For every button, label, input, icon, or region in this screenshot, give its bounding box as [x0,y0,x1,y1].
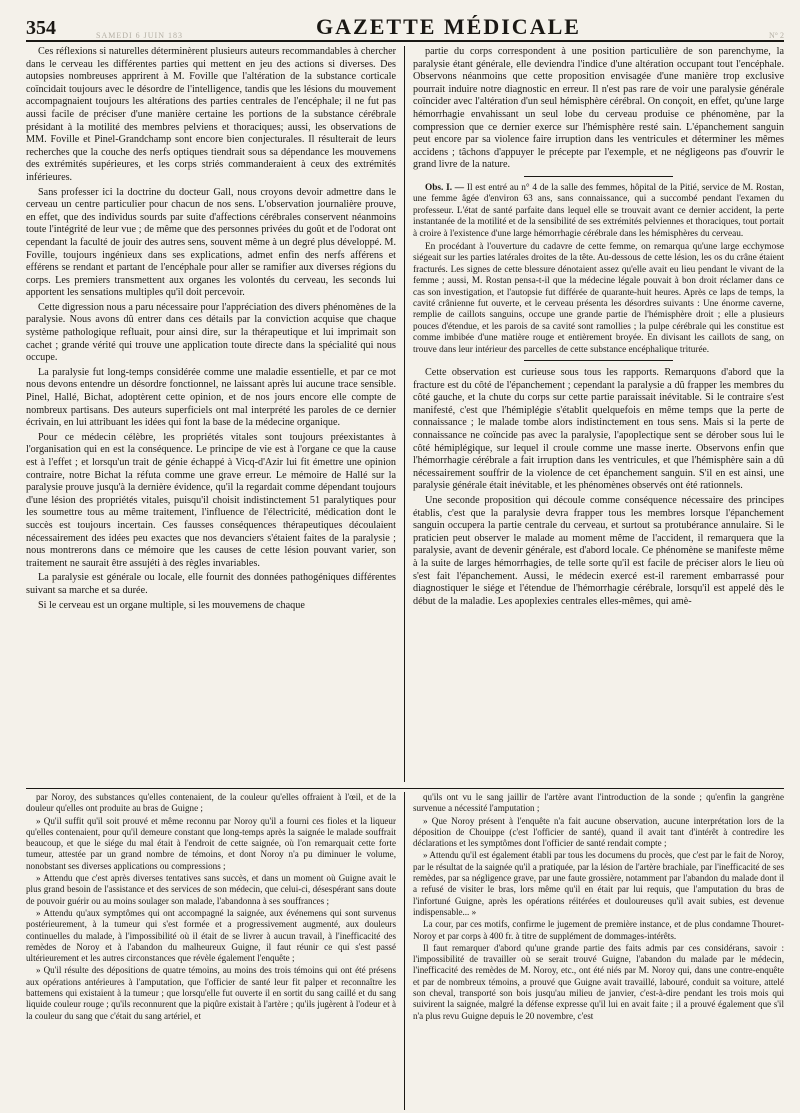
lower-right-column [405,792,784,1110]
paragraph: partie du corps correspondent à une position particulière de son parenchyme, la paralysie étant générale, elle deviendra l'indice d'une altération occupant tout l'encéphale. Observons néanmoins que cette proposition envisagée d'une manière trop exclusive pourrait induire notre diagnostic en erreur. Il n'est pas rare de voir une paralysie générale coïncider avec l'altération d'un seul hémisphère cérébral. On conçoit, en effet, qu'une large hémorrhagie envahissant un seul lobe du cerveau produise ce phénomène, par la compression que ce dernier exerce sur l'hémisphère resté sain. L'épanchement sanguin peut encore par sa violence faire irruption dans les ventricules et déterminer les mêmes accidens ; tâchons d'appuyer le précepte par l'exemple, et ne négligeons pas d'ouvrir le grand livre de la nature. [413,46,784,171]
paragraph: Cette observation est curieuse sous tous les rapports. Remarquons d'abord que la fracture est du côté de l'épanchement ; cependant la paralysie a dû frapper les membres du côté gauche, et la chute du corps sur cette partie paraissait inévitable. Si le contraire s'est manifesté, c'est que l'hémiplégie s'établit quelquefois en même temps que la perte de connaissance ; le malade tombe alors indistinctement en tous sens. Mais si la perte de connaissance ne coïncide pas avec la paralysie, l'apoplectique sent se dérober sous lui le côté hémiplégique, sur lequel il croule comme une masse inerte. Observons enfin que l'hémorrhagie cérébrale a fait irruption dans les ventricules, et que l'hémisphère sain a dû nécessairement souffrir de la violence de cet épanchement sanguin. S'il en est ainsi, une paralysie générale était inévitable, et les phénomènes observés ont été rationnels. [413,367,784,492]
observation-heading: Obs. I. — [425,182,465,193]
newspaper-title: GAZETTE MÉDICALE [316,14,581,39]
paragraph: Si le cerveau est un organe multiple, si les mouvemens de chaque [38,599,305,611]
paragraph: La cour, par ces motifs, confirme le jugement de première instance, et de plus condamne Thouret-Noroy et par corps à 400 fr. à titre de supplément de dommages-intérêts. [413,919,784,941]
paragraph: Une seconde proposition qui découle comme conséquence nécessaire des principes établis, c'est que la paralysie devra frapper tous les membres lorsque l'épanchement sanguin occupera la partie centrale du cerveau, et surtout sa protubérance annulaire. Si le praticien peut observer le malade au moment même de l'accident, il remarquera que la paralysie, avant de devenir générale, est d'abord locale. Ce phénomène se manifeste même à la suite de larges hémorrhagies, de telle sorte qu'il est facile de préciser alors le lieu où s'est fait l'épanchement. Aussi, le médecin exercé est-il rarement embarrassé pour diagnostiquer le siége et l'étendue de l'hémorrhagie cérébrale, lorsqu'il est appelé dès le début de la maladie. Les apoplexies centrales elles-mêmes, qui amè- [413,494,784,607]
section-divider [524,360,672,361]
paragraph: » Qu'il résulte des dépositions de quatre témoins, au moins des trois témoins qui ont été présens aux opérations antérieures à l'amputation, que l'officier de santé leur fit palper et reconnaître les battemens qui existaient à la tumeur ; que lorsqu'elle fut ouverte il en sortit du sang caillé et du sang liquide couleur rouge ; qu'ils reconnurent que la piqûre existait à l'artère ; qu'ils jugèrent à l'odeur et à la couleur du sang que c'était du sang artériel, et [26,965,396,1021]
paragraph: » Attendu qu'aux symptômes qui ont accompagné la saignée, aux événemens qui sont survenus postérieurement, à la tumeur qui s'est formée et a progressivement augmenté, aux douleurs continuelles du malade, à l'impossibilité où il était de se livrer à aucun travail, à l'inefficacité des remèdes de Noroy et à l'abandon du malheureux Guigne, il faut réunir ce qui s'est passé ultérieurement et les autres circonstances que révèle également l'enquête ; [26,907,396,964]
lower-columns [26,788,784,1110]
paragraph: » Attendu que c'est après diverses tentatives sans succès, et dans un moment où Guigne avait le plus grand besoin de l'assistance et des services de son médecin, que celui-ci, désespérant sans doute de pouvoir guérir ou au moins soulager son malade, l'abandonna à ses souffrances ; [26,873,396,906]
paragraph: » Attendu qu'il est également établi par tous les documens du procès, que c'est par le fait de Noroy, par le résultat de la saignée qu'il a pratiquée, par la lésion de l'artère brachiale, par l'inefficacité de ses remèdes, par sa négligence grave, par une faute grossière, notamment par l'abandon du malade dont il a refusé de visiter le bras, lors même qu'il en était par lui requis, que l'amputation du bras de l'infortuné Guigne, après les opérations réitérées et douloureuses qu'il avait subies, est devenue indispensable... » [413,850,784,917]
paragraph: Cette digression nous a paru nécessaire pour l'appréciation des divers phénomènes de la paralysie. Nous avons dû entrer dans ces détails par la conviction acquise que chaque système pathologique refluait, pour ainsi dire, sur la thérapeutique et lui imprimait son cachet ; grande vérité qui trouve une application toute directe dans la spécialité qui nous occupe. [26,301,396,364]
paragraph: Ces réflexions si naturelles déterminèrent plusieurs auteurs recommandables à chercher dans le cerveau les différentes parties qui mettent en jeu des actions si diverses. Des autopsies nombreuses apprirent à M. Foville que l'altération de la substance corticale coïncidait toujours avec le désordre de l'intelligence, tandis que les lésions du mouvement accompagnaient toujours les altérations des parties centrales de l'encéphale; il ne fut pas aussi facile de préciser d'une manière certaine les portions de la substance cérébrale présidant à la motilité des membres pelviens et thoraciques; aussi, les observations de MM. Foville et Pinel-Grandchamp sont encore bien conjecturales. Il résulterait de leurs recherches que la couche des nerfs optiques tiendrait sous sa dépendance les mouvemens des extrémités supérieures, et les corps striés commanderaient à ceux des extrémités inférieures. [26,46,396,183]
paragraph: Pour ce médecin célèbre, les propriétés vitales sont toujours préexistantes à l'organisation qui en est la conséquence. Le principe de vie est à l'organe ce que la cause est à l'effet ; et lorsqu'un trait de génie échappé à Vicq-d'Azir lui fit émettre une opinion contraire, notre Bichat la réfuta comme une grave erreur. Le mémoire de Hallé sur la paralysie prouve jusqu'à la dernière évidence, qu'il la regardait comme dépendant toujours d'une lésion des propriétés vitales, puisqu'il choisit indistinctement 51 paralytiques pour les soumettre tous au même traitement, l'influence de l'électricité, médication dont le succès est toujours incertain. Ces fausses conséquences thérapeutiques découlaient nécessairement des idées peu exactes que nos devanciers s'étaient faites de la paralysie ; nous montrerons dans ce mémoire que les causes de cette lésion pouvant varier, son traitement ne saurait être assujéti à des règles invariables. [26,431,396,569]
section-divider [524,176,672,177]
observation-text: Il est entré au n° 4 de la salle des femmes, hôpital de la Pitié, service de M. Rostan, une femme âgée d'environ 63 ans, sans connaissance, qui a succombé pendant l'examen du professeur. L'état de santé parfaite dans lequel elle se trouvait avant ce dernier accident, la perte instantanée de la motilité et de la sensibilité de ses extrémités pelviennes et thoraciques, tout portait à croire à l'existence d'une large hémorrhagie cérébrale dans les hémisphères du cerveau. [413,182,784,239]
observation-paragraph [413,183,784,240]
right-column [405,46,784,782]
observation-paragraph: En procédant à l'ouverture du cadavre de cette femme, on remarqua qu'une large ecchymose siégeait sur les parties latérales droites de la tête. Au-dessous de cette lésion, les os du crâne étaient fracturés. Les signes de cette blessure dénotaient assez qu'elle avait eu lieu pendant le vivant de la femme ; aussi, M. Rostan pensa-t-il que la médecine légale pouvait à bon droit réclamer dans ce cas son investigation, et l'autopsie fut différée de quarante-huit heures. Après ce laps de temps, la cavité crânienne fut ouverte, et le cerveau présenta les désordres suivants : Une énorme caverne, remplie de caillots sanguins, occupe une grande partie de l'hémisphère droit ; elle a plusieurs pouces d'étendue, et les parois de sa cavité sont ramollies ; la pulpe cérébrale qui les constitue est comme imbibée d'une matière rouge et entièrement broyée. En divisant les caillots de sang, on trouve dans leur intérieur des parcelles de cette substance encéphalique triturée. [413,241,784,355]
paragraph: » Que Noroy présent à l'enquête n'a fait aucune observation, aucune interprétation lors de la déposition de Chouippe (c'est l'officier de santé), quand il avait tant d'intérêt à contredire les déclarations et les symptômes dont l'officier de santé rendait compte ; [413,815,784,849]
paragraph: qu'ils ont vu le sang jaillir de l'artère avant l'introduction de la sonde ; qu'enfin la gangrène survenue a nécessité l'amputation ; [413,792,784,814]
paragraph: Sans professer ici la doctrine du docteur Gall, nous croyons devoir admettre dans le cerveau un centre particulier pour chacun de nos sens. L'observation journalière prouve, en effet, que des individus sourds par suite d'affections cérébrales conservent néanmoins toute l'intégrité de leur vue ; de même que des personnes privées du goût et de l'odorat ont cependant la faculté de jouir des autres sens, souvent même à un degré plus développé. M. Foville, toujours ingénieux dans ses explications, admet enfin des nerfs afférens et efférens se rendant et partant de l'encéphale pour aller se ramifier aux diverses régions du corps. Les premiers transmettent aux organes les volontés du cerveau, les seconds lui apportent les sensations multiples qu'il doit percevoir. [26,186,396,299]
masthead [26,6,784,42]
paragraph: » Qu'il suffit qu'il soit prouvé et même reconnu par Noroy qu'il a fourni ces fioles et la liqueur qu'elles contenaient, pour qu'il demeure constant que long-temps après la saignée le malade souffrait beaucoup, et que le siége du mal était à l'endroit de cette saignée, où l'on remarquait cette forte tumeur, attestée par un grand nombre de témoins, et dont Noroy n'a pu diminuer le volume, nonobstant ses diverses applications ou compressions ; [26,815,396,871]
show-through-text-right: N° 2 [769,31,784,40]
paragraph: Il faut remarquer d'abord qu'une grande partie des faits admis par ces considérans, savoir : l'impossibilité de travailler où se serait trouvé Guigne, l'abandon du malade par le médecin, l'inefficacité des remèdes de M. Noroy, etc., ont été niés par M. Noroy qui, dans une contre-enquête et par de nombreux témoins, a prouvé que Guigne avait travaillé, labouré, conduit sa voiture, attelé son cheval, transporté son bois jusqu'au milieu de janvier, c'est-à-dire pendant les trois mois qui suivirent la saignée, malgré la défense expresse qu'il lui en avait faite ; il a prouvé également que s'il n'a plus revu Guigne depuis le 20 novembre, c'est [413,942,784,1021]
paragraph: par Noroy, des substances qu'elles contenaient, de la couleur qu'elles offraient à l'œil, et de la douleur qu'elles ont produite au bras de Guigne ; [26,792,396,814]
page-number: 354 [26,17,56,39]
left-column [26,46,405,782]
lower-left-column [26,792,405,1110]
show-through-text-left: SAMEDI 6 JUIN 183 [96,31,183,40]
paragraph: La paralysie est générale ou locale, elle fournit des données pathogéniques différentes suivant sa marche et sa durée. [26,572,396,596]
paragraph: La paralysie fut long-temps considérée comme une maladie essentielle, et par ce mot nous devons entendre un désordre fonctionnel, ne laissant après lui aucune trace sensible. Pinel, Hallé, Bichat, adoptèrent cette opinion, et de nos jours encore elle compte de nombreux partisans. Des auteurs superficiels ont mal interprété les paroles de ce dernier écrivain, en lui attribuant les idées qui font la base de la médecine organique. [26,366,396,429]
upper-columns [26,46,784,782]
